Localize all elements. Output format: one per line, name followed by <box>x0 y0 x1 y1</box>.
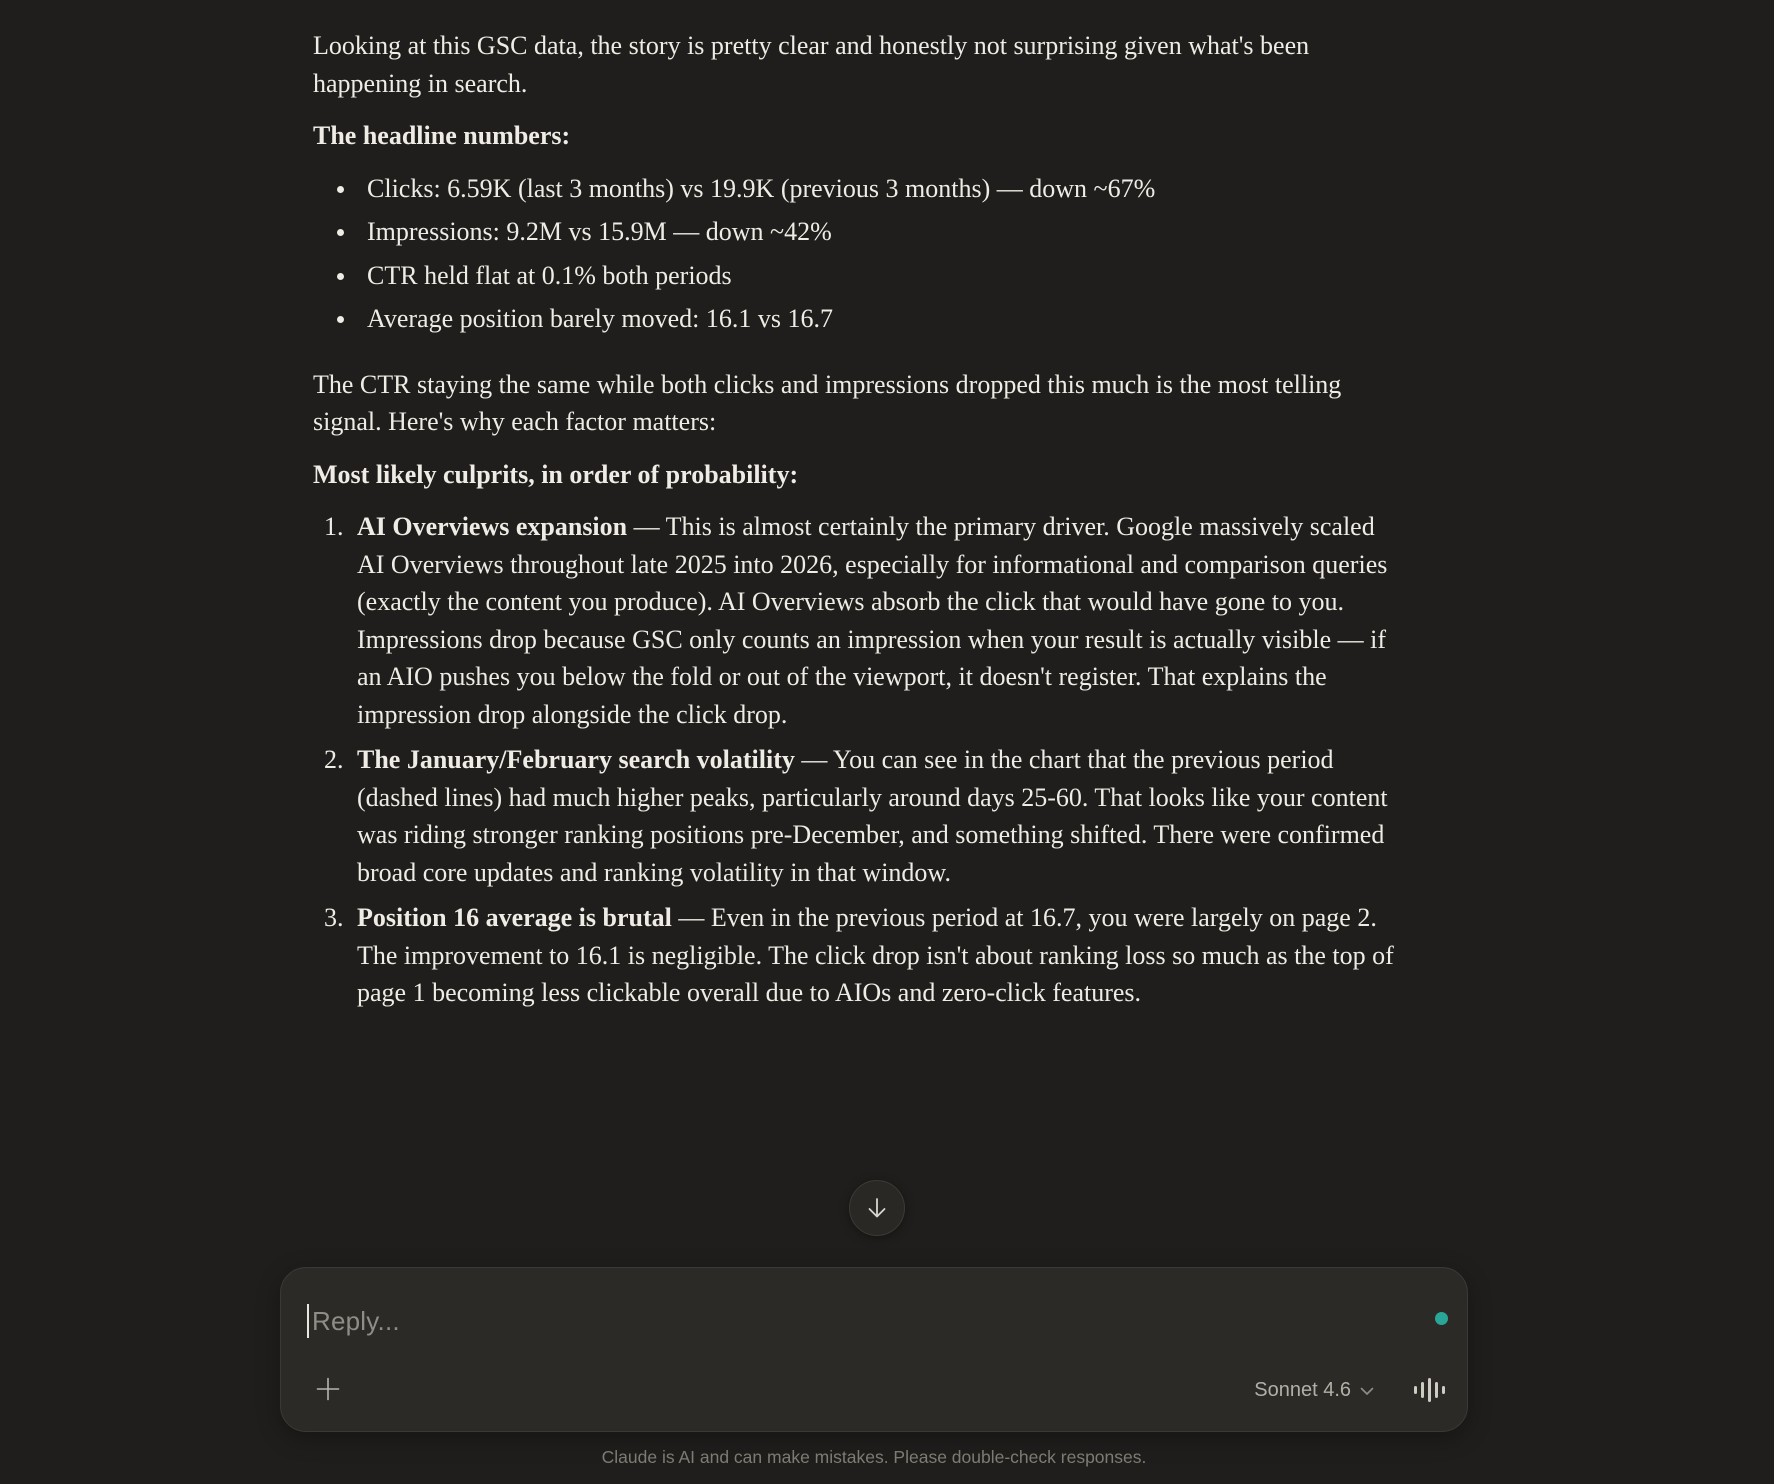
reply-input-box[interactable] <box>280 1267 1468 1432</box>
list-item-bold-lead: The January/February search volatility <box>357 745 795 774</box>
list-number: 2. <box>324 745 344 774</box>
list-item-rest: — This is almost certainly the primary driver. Google massively scaled AI Overviews throughout late 2025 into 2026, especially for informational and comparison queries (exactly the content you produce). AI Overviews absorb the click that would have gone to you. Impressions drop because GSC only counts an impression when your result is actually visible — if an AIO pushes you below the fold or out of the viewport, it doesn't register. That explains the impression drop alongside the click drop. <box>357 512 1388 729</box>
list-item-text <box>357 741 1395 891</box>
list-item <box>313 170 1395 208</box>
bullet-text: Average position barely moved: 16.1 vs 16.7 <box>367 304 833 333</box>
list-item <box>313 899 1395 1012</box>
list-item <box>313 508 1395 733</box>
input-right-controls <box>1254 1376 1445 1404</box>
list-item-bold-lead: Position 16 average is brutal <box>357 903 672 932</box>
culprits-list <box>313 508 1395 1012</box>
plus-icon <box>314 1375 342 1406</box>
list-item <box>313 257 1395 295</box>
list-item <box>313 213 1395 251</box>
culprits-heading: Most likely culprits, in order of probability: <box>313 459 799 489</box>
list-number: 1. <box>324 512 344 541</box>
list-item <box>313 300 1395 338</box>
reply-input-placeholder: Reply... <box>312 1306 400 1336</box>
list-item-bold-lead: AI Overviews expansion <box>357 512 628 541</box>
ai-disclaimer: Claude is AI and can make mistakes. Please double-check responses. <box>601 1447 1147 1467</box>
bullet-text: Clicks: 6.59K (last 3 months) vs 19.9K (previous 3 months) — down ~67% <box>367 173 1156 203</box>
model-selector-button[interactable] <box>1254 1379 1374 1402</box>
down-arrow-icon <box>864 1195 890 1221</box>
attach-button[interactable] <box>310 1372 346 1408</box>
list-item-text <box>357 508 1395 733</box>
list-item-rest: — You can see in the chart that the previous period (dashed lines) had much higher peaks, particularly around days 25-60. That looks like your content was riding stronger ranking positions pre-December, and something shifted. There were confirmed broad core updates and ranking volatility in that window. <box>357 745 1388 887</box>
bullet-text: Impressions: 9.2M vs 15.9M — down ~42% <box>367 217 832 246</box>
headline-numbers-heading: The headline numbers: <box>313 121 571 150</box>
scroll-to-bottom-button[interactable] <box>849 1180 905 1236</box>
chevron-down-icon <box>1360 1379 1374 1402</box>
bullet-text: CTR held flat at 0.1% both periods <box>367 260 732 290</box>
intro-paragraph: Looking at this GSC data, the story is pretty clear and honestly not surprising given what's been happening in search. <box>313 31 1310 98</box>
headline-numbers-list <box>313 170 1395 338</box>
list-item <box>313 741 1395 891</box>
model-selector-label: Sonnet 4.6 <box>1254 1378 1351 1401</box>
input-toolbar <box>310 1371 1445 1409</box>
list-item-rest: — Even in the previous period at 16.7, you were largely on page 2. The improvement to 16.1 is negligible. The click drop isn't about ranking loss so much as the top of page 1 becoming less clickable overall due to AIOs and zero-click features. <box>357 903 1394 1007</box>
assistant-message <box>313 27 1395 1020</box>
status-dot <box>1435 1312 1448 1325</box>
list-item-text <box>357 899 1395 1012</box>
voice-input-button[interactable] <box>1414 1376 1445 1404</box>
list-number: 3. <box>324 903 344 932</box>
text-caret <box>307 1304 309 1338</box>
waveform-icon <box>1414 1378 1445 1402</box>
ctr-paragraph: The CTR staying the same while both clicks and impressions dropped this much is the most telling signal. Here's why each factor matters: <box>313 369 1342 436</box>
